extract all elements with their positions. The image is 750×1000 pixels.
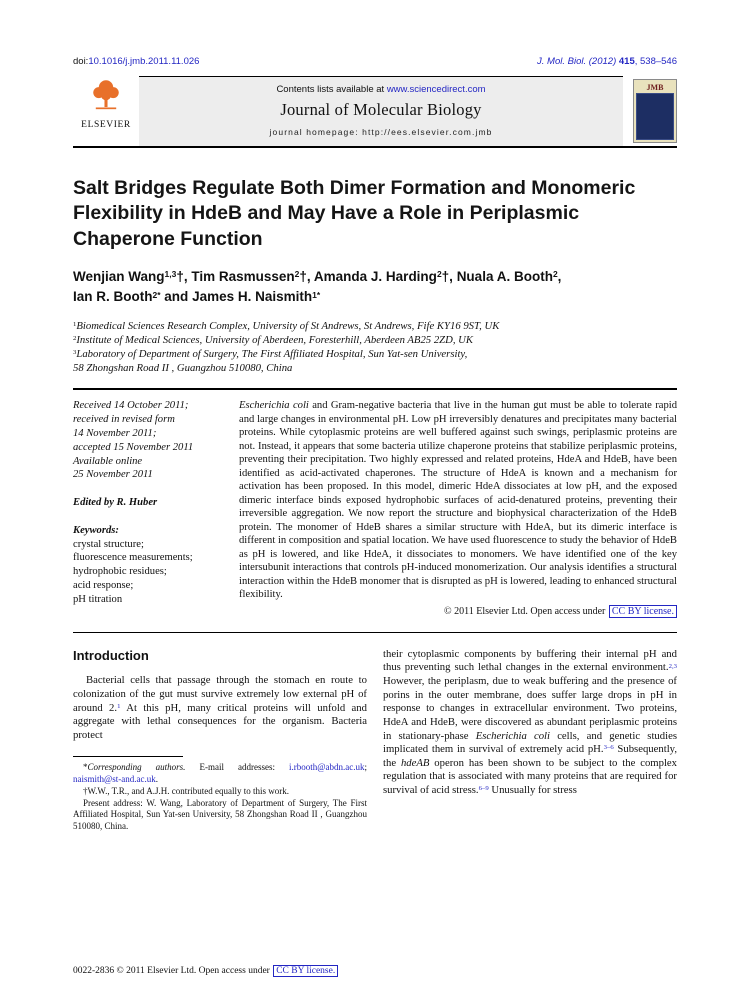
jmb-cover-title: JMB xyxy=(646,83,664,92)
inline-link[interactable]: naismith@st-and.ac.uk xyxy=(73,774,156,785)
doi-link[interactable]: 10.1016/j.jmb.2011.11.026 xyxy=(88,56,200,67)
text-segment: cells, and genetic studies implicated them in survival of extremely acid pH. xyxy=(383,729,677,756)
text-segment: 1,3 xyxy=(164,269,177,280)
affiliations xyxy=(73,319,677,376)
inline-link[interactable]: 3–6 xyxy=(603,744,614,752)
right-column xyxy=(383,648,677,833)
text-segment: Open access under xyxy=(198,966,273,976)
text-segment: hdeAB xyxy=(400,756,430,769)
keyword-item: crystal structure; xyxy=(73,538,144,550)
affiliation-1 xyxy=(73,319,677,333)
text-segment: © 2011 Elsevier Ltd. xyxy=(444,605,531,617)
article-first-page xyxy=(73,56,677,833)
text-segment: Escherichia coli xyxy=(239,400,309,412)
text-segment: Tim Rasmussen xyxy=(191,269,295,285)
doi-label: doi: xyxy=(73,56,89,67)
inline-link[interactable]: CC BY license. xyxy=(273,965,338,977)
text-segment: Unusually for stress xyxy=(488,784,577,797)
jmb-cover-thumbnail xyxy=(633,79,677,143)
journal-banner xyxy=(73,76,677,146)
cover-block xyxy=(623,76,677,146)
footnote-rule xyxy=(73,756,183,757)
text-segment: Nuala A. Booth xyxy=(456,269,553,285)
headline-divider xyxy=(73,388,677,390)
text-segment: Bacterial cells that passage through the stomach en route to colonization of the gut must survive extremely low external pH of around 2. xyxy=(73,674,367,714)
banner-center xyxy=(139,76,623,146)
history-line: 25 November 2011 xyxy=(73,469,153,481)
text-segment: Corresponding authors. xyxy=(87,762,200,773)
text-segment: 1 xyxy=(73,320,77,328)
text-segment: and Gram-negative bacteria that live in the human gut must be able to tolerate rapid and large changes in environmental pH. Low pH irreversibly denatures and precipitates many bacterial proteins. While cytoplasmic proteins are well buffered against such swings, periplasmic proteins are not. Instead, it appears that some bacteria utilize chaperone proteins that stabilize periplasmic proteins, preventing their precipitation. Two highly expressed and related proteins, HdeA and HdeB, have been identified as acid-activated chaperones. The structure of HdeA is known and a mechanism for activation has been proposed. In this model, dimeric HdeA dissociates at low pH, and the exposed dimeric interface binds exposed hydrophobic surfaces of acid-denatured proteins, preventing their irreversible aggregation. We now report the structure and biophysical characterization of the HdeB protein. The monomer of HdeB shares a similar structure with HdeA, but its dimeric interface is different in composition and spatial location. We have used fluorescence to study the behavior of HdeB as pH is lowered, and like HdeA, it dissociates to monomers. We have identified one of the key intersubunit interactions that controls pH-induced monomerization. Our analysis identifies a structural interaction within the HdeB monomer that is disrupted as pH is lowered, leading to enhanced structural flexibility. xyxy=(239,400,677,601)
intro-paragraph-left xyxy=(73,674,367,742)
masthead xyxy=(73,56,677,67)
text-segment: 2 xyxy=(294,269,300,280)
keyword-item: pH titration xyxy=(73,593,123,605)
footnote-equal-contribution: †W.W., T.R., and A.J.H. contributed equally to this work. xyxy=(83,785,289,796)
abstract-text xyxy=(239,399,677,602)
journal-citation[interactable] xyxy=(537,56,677,67)
inline-link[interactable]: 6–9 xyxy=(478,785,489,793)
body-columns xyxy=(73,648,677,833)
elsevier-wordmark: ELSEVIER xyxy=(81,120,131,130)
left-column xyxy=(73,648,367,833)
history-line: Received 14 October 2011; xyxy=(73,400,189,412)
history-line: accepted 15 November 2011 xyxy=(73,441,194,453)
intro-paragraph-right xyxy=(383,648,677,798)
text-segment: Biomedical Sciences Research Complex, University of St Andrews, St Andrews, Fife KY16 9ST, UK xyxy=(76,319,500,332)
text-segment: , xyxy=(557,269,562,285)
text-segment: 58 Zhongshan Road II , Guangzhou 510080, China xyxy=(73,362,293,375)
jmb-cover-art xyxy=(636,93,674,140)
inline-link[interactable]: 2,3 xyxy=(668,662,677,670)
text-segment: their cytoplasmic components by buffering their internal pH and thus preventing such lethal changes in the external environment. xyxy=(383,647,677,674)
footnote-corresponding-authors xyxy=(73,762,367,785)
footnote-present-address: Present address: W. Wang, Laboratory of Department of Surgery, The First Affiliated Hospital, Sun Yat-sen University, 58 Zhongshan Road II , Guangzhou 510080, China. xyxy=(73,797,367,831)
text-segment: 3 xyxy=(73,349,77,357)
text-segment: operon has been shown to be subject to the complex regulation that is associated with many proteins that are required for survival of acid stress. xyxy=(383,756,677,797)
edited-by: Edited by R. Huber xyxy=(73,497,158,509)
affiliation-2 xyxy=(73,333,677,347)
section-heading-introduction: Introduction xyxy=(73,647,149,663)
text-segment: Wenjian Wang xyxy=(73,269,165,285)
keyword-item: fluorescence measurements; xyxy=(73,552,193,564)
text-segment: However, the periplasm, due to weak buffering and the presence of porins in the outer membrane, does suffer large drops in pH in response to changes in extracellular environment. Two proteins, HdeA and HdeB, were discovered as abundant periplasmic proteins in stationary-phase xyxy=(383,675,677,742)
inline-link[interactable]: (2012) xyxy=(588,56,619,67)
abstract-section xyxy=(73,399,677,618)
text-segment: 2* xyxy=(152,289,161,300)
text-segment: Laboratory of Department of Surgery, The First Affiliated Hospital, Sun Yat-sen University, xyxy=(76,348,468,360)
text-segment: †, xyxy=(176,269,192,285)
keyword-item: acid response; xyxy=(73,579,134,591)
history-line: Available online xyxy=(73,455,143,467)
text-segment: and xyxy=(160,289,193,305)
article-history xyxy=(73,399,225,482)
elsevier-tree-icon xyxy=(89,78,123,119)
text-segment: Institute of Medical Sciences, University of Aberdeen, Foresterhill, Aberdeen AB25 2ZD, UK xyxy=(76,333,474,346)
text-segment: * xyxy=(83,762,88,773)
issn-copyright-line xyxy=(73,966,677,976)
text-segment: E-mail addresses: xyxy=(199,762,289,773)
text-segment: Ian R. Booth xyxy=(73,289,153,305)
inline-link[interactable]: , 538–546 xyxy=(634,56,677,67)
text-segment: †, xyxy=(299,269,314,285)
contents-line xyxy=(139,84,623,95)
author-list xyxy=(73,267,571,308)
text-segment: †, xyxy=(441,269,457,285)
text-segment: Subsequently, the xyxy=(383,743,677,769)
banner-divider xyxy=(73,146,677,148)
inline-link[interactable]: i.rbooth@abdn.ac.uk xyxy=(288,762,365,773)
affiliation-3-line2 xyxy=(73,361,677,375)
body-divider xyxy=(73,632,677,633)
doi-line xyxy=(73,56,199,67)
text-segment: Contents lists available at xyxy=(276,84,387,95)
text-segment: 2 xyxy=(552,269,558,280)
text-segment: James H. Naismith xyxy=(192,289,313,305)
footnotes xyxy=(73,756,367,832)
abstract-copyright xyxy=(239,606,677,619)
history-line: received in revised form xyxy=(73,414,175,426)
article-title: Salt Bridges Regulate Both Dimer Formation and Monomeric Flexibility in HdeB and May Have a Role in Periplasmic Chaperone Function xyxy=(73,177,636,250)
journal-name: Journal of Molecular Biology xyxy=(280,100,482,119)
text-segment: Escherichia coli xyxy=(475,729,550,742)
inline-link[interactable]: 415 xyxy=(618,56,635,67)
text-segment: . xyxy=(155,774,159,785)
text-segment: Open access under xyxy=(530,605,608,617)
keywords-label: Keywords: xyxy=(73,524,119,536)
text-segment: 2 xyxy=(73,334,77,342)
keywords-list xyxy=(73,538,225,607)
elsevier-logo xyxy=(73,76,139,146)
inline-link[interactable]: J. Mol. Biol. xyxy=(537,56,589,67)
text-segment: 0022-2836 © 2011 Elsevier Ltd. xyxy=(73,966,199,976)
inline-link[interactable]: CC BY license. xyxy=(609,605,677,618)
history-line: 14 November 2011; xyxy=(73,428,157,439)
article-history-sidebar xyxy=(73,399,225,618)
text-segment: 2 xyxy=(436,269,442,280)
text-segment: Amanda J. Harding xyxy=(313,269,437,285)
inline-link[interactable]: www.sciencedirect.com xyxy=(386,84,486,95)
text-segment: ; xyxy=(364,762,367,773)
journal-homepage: journal homepage: http://ees.elsevier.com.jmb xyxy=(269,127,493,137)
text-segment: 1* xyxy=(312,289,321,300)
affiliation-3 xyxy=(73,347,677,361)
inline-link[interactable]: 1 xyxy=(117,702,121,710)
abstract xyxy=(239,399,677,618)
keyword-item: hydrophobic residues; xyxy=(73,566,167,578)
text-segment: At this pH, many critical proteins will unfold and aggregate with lethal consequences for the organism. Bacteria protect xyxy=(73,701,367,741)
